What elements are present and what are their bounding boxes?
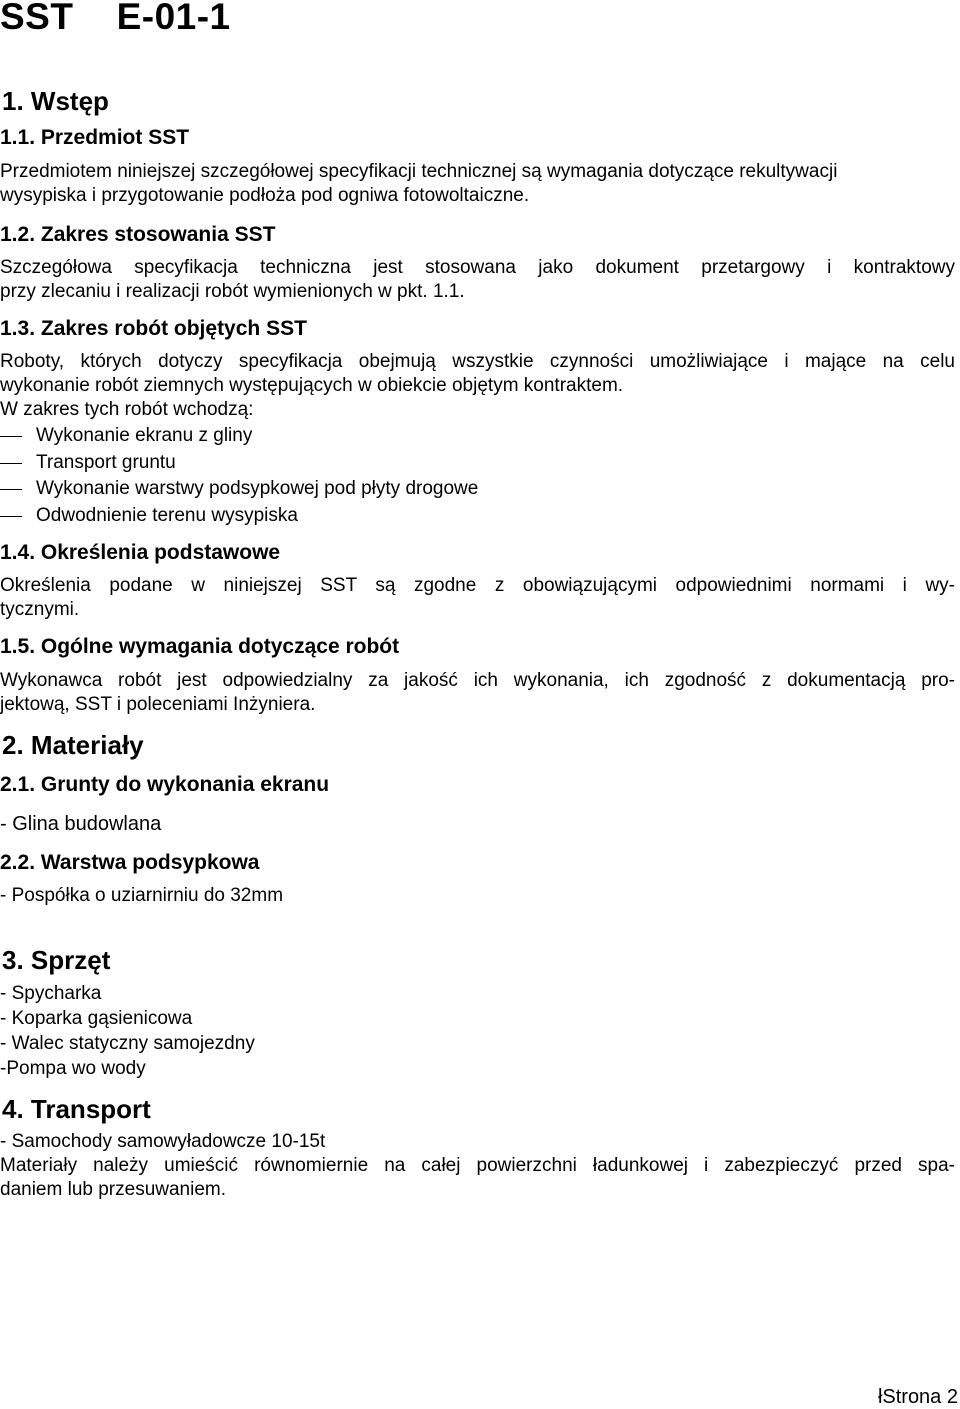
section-heading-1-3: 1.3. Zakres robót objętych SST [0,317,307,340]
page-number: łStrona 2 [877,1386,958,1408]
paragraph-line: Przedmiotem niniejszej szczegółowej specyfikacji technicznej są wymagania dotyczące rekultywacji [0,161,838,182]
paragraph-line: wysypiska i przygotowanie podłoża pod ogniwa fotowoltaiczne. [0,185,530,206]
paragraph-1-2 [0,256,955,304]
dash-bullet-icon [0,436,22,437]
paragraph-1-5 [0,669,955,717]
dash-bullet-icon [0,489,22,490]
list-item-text: Odwodnienie terenu wysypiska [36,504,298,526]
list-item: - Glina budowlana [0,813,162,835]
list-item [0,450,478,477]
list-item: - Spycharka [0,983,102,1004]
paragraph-line: jektową, SST i poleceniami Inżyniera. [0,694,316,715]
list-item [0,503,478,530]
dash-bullet-icon [0,463,22,464]
section-heading-1: 1. Wstęp [2,86,109,116]
paragraph-4 [0,1130,955,1202]
work-scope-list [0,423,478,529]
paragraph-line: tycznymi. [0,599,80,620]
section-heading-1-4: 1.4. Określenia podstawowe [0,541,281,564]
paragraph-line: - Samochody samowyładowcze 10-15t [0,1131,326,1152]
paragraph-line: Wykonawca robót jest odpowiedzialny za jakość ich wykonania, ich zgodność z dokumentacją pro- [0,670,955,691]
paragraph-line: W zakres tych robót wchodzą: [0,399,254,420]
section-heading-4: 4. Transport [2,1094,151,1124]
list-item: -Pompa wo wody [0,1058,146,1079]
document-title: SST E-01-1 [0,0,231,37]
dash-bullet-icon [0,516,22,517]
list-item: - Pospółka o uziarnirniu do 32mm [0,885,284,906]
list-item: - Walec statyczny samojezdny [0,1033,255,1054]
paragraph-1-1 [0,160,955,208]
materials-clay-list [0,812,161,837]
paragraph-line: Określenia podane w niniejszej SST są zgodne z obowiązującymi odpowiednimi normami i wy- [0,575,955,596]
section-heading-2-1: 2.1. Grunty do wykonania ekranu [0,773,330,796]
section-heading-1-5: 1.5. Ogólne wymagania dotyczące robót [0,635,400,658]
materials-gravel-list [0,883,283,908]
equipment-list [0,981,255,1081]
paragraph-line: przy zlecaniu i realizacji robót wymienionych w pkt. 1.1. [0,281,465,302]
list-item: - Koparka gąsienicowa [0,1008,193,1029]
list-item-text: Wykonanie warstwy podsypkowej pod płyty drogowe [36,478,479,499]
paragraph-line: daniem lub przesuwaniem. [0,1179,227,1200]
paragraph-1-4 [0,574,955,622]
list-item-text: Transport gruntu [36,451,176,473]
section-heading-1-2: 1.2. Zakres stosowania SST [0,223,276,246]
section-heading-3: 3. Sprzęt [2,945,111,975]
list-item [0,423,478,450]
section-heading-2-2: 2.2. Warstwa podsypkowa [0,851,260,874]
paragraph-line: Szczegółowa specyfikacja techniczna jest stosowana jako dokument przetargowy i kontraktowy [0,257,955,278]
section-heading-2: 2. Materiały [2,730,144,760]
paragraph-line: Materiały należy umieścić równomiernie na całej powierzchni ładunkowej i zabezpieczyć przed spa- [0,1155,955,1176]
paragraph-line: wykonanie robót ziemnych występujących w obiekcie objętym kontraktem. [0,375,624,396]
section-heading-1-1: 1.1. Przedmiot SST [0,126,190,149]
paragraph-line: Roboty, których dotyczy specyfikacja obejmują wszystkie czynności umożliwiające i mające na celu [0,351,955,372]
list-item-text: Wykonanie ekranu z gliny [36,425,253,446]
paragraph-1-3 [0,350,955,422]
list-item [0,476,478,503]
